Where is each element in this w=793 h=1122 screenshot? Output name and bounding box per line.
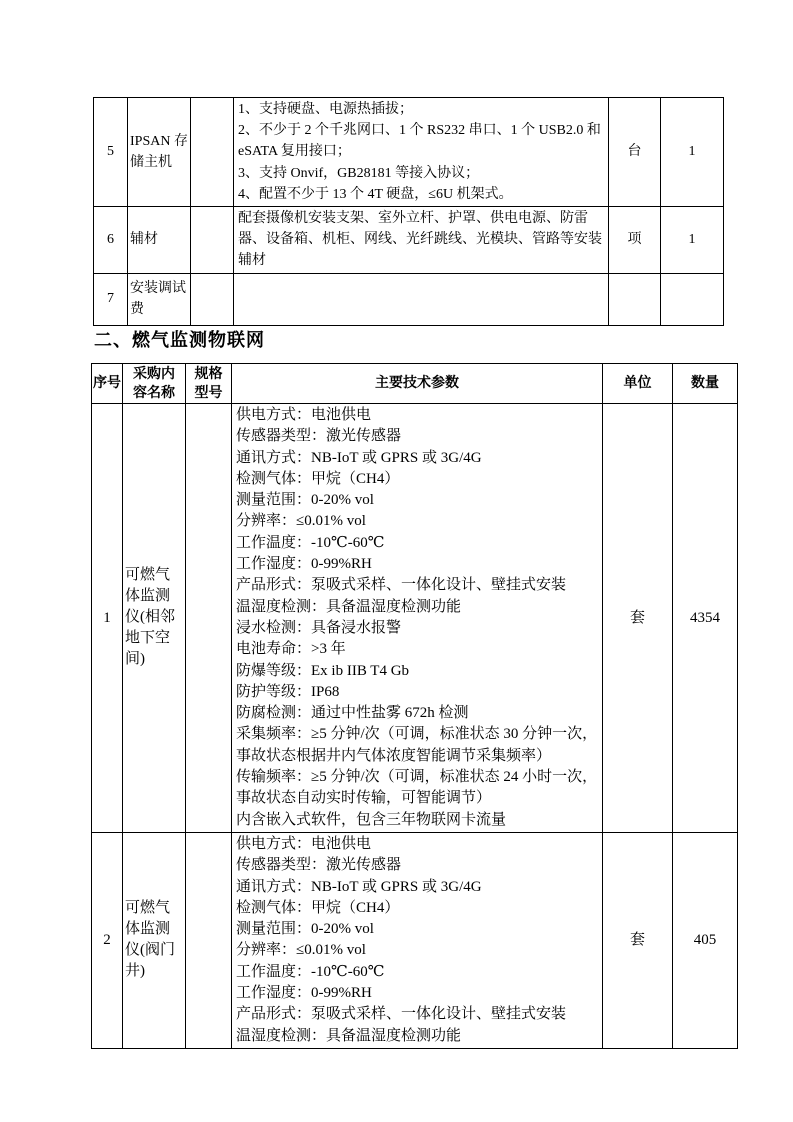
spec-line: 防腐检测：通过中性盐雾 672h 检测 [236, 705, 469, 722]
unit-cell: 项 [609, 207, 661, 274]
spec-line: 检测气体：甲烷（CH4） [236, 899, 400, 916]
spec-line: 传感器类型：激光传感器 [236, 857, 402, 874]
unit-cell: 套 [603, 404, 673, 833]
specs-cell [232, 404, 603, 833]
item-name-cell: 安装调试费 [128, 273, 191, 325]
row-number-cell: 5 [94, 98, 128, 207]
model-cell [186, 832, 232, 1048]
specs-cell [234, 207, 609, 274]
item-name-cell: 可燃气体监测仪(相邻地下空间) [123, 404, 186, 833]
column-header-specs: 主要技术参数 [232, 364, 603, 404]
model-cell [186, 404, 232, 833]
spec-line: 1、支持硬盘、电源热插拔； [238, 102, 413, 117]
item-name-cell: 辅材 [128, 207, 191, 274]
spec-line: 传输频率：≥5 分钟/次（可调，标准状态 24 小时一次，事故状态自动实时传输，可智能调节） [236, 769, 598, 807]
spec-line: 分辨率：≤0.01% vol [236, 942, 366, 959]
header-row [92, 364, 738, 404]
spec-line: 工作湿度：0-99%RH [236, 556, 372, 573]
table-row [94, 98, 724, 207]
unit-cell: 套 [603, 832, 673, 1048]
spec-line: 产品形式：泵吸式采样、一体化设计、壁挂式安装 [236, 1006, 567, 1023]
specs-cell [234, 273, 609, 325]
spec-line: 工作湿度：0-99%RH [236, 985, 372, 1002]
quantity-cell: 405 [673, 832, 738, 1048]
section-heading: 二、燃气监测物联网 [94, 330, 265, 350]
spec-line: 通讯方式：NB-IoT 或 GPRS 或 3G/4G [236, 878, 482, 895]
quantity-cell: 4354 [673, 404, 738, 833]
spec-line: 内含嵌入式软件，包含三年物联网卡流量 [236, 811, 507, 828]
spec-line: 测量范围：0-20% vol [236, 492, 374, 509]
spec-line: 测量范围：0-20% vol [236, 921, 374, 938]
row-number-cell: 6 [94, 207, 128, 274]
spec-line: 工作温度：-10℃-60℃ [236, 963, 385, 980]
spec-line: 通讯方式：NB-IoT 或 GPRS 或 3G/4G [236, 449, 482, 466]
spec-line: 传感器类型：激光传感器 [236, 428, 402, 445]
spec-line: 供电方式：电池供电 [236, 835, 372, 852]
item-name-cell: IPSAN 存储主机 [128, 98, 191, 207]
row-number-cell: 2 [92, 832, 123, 1048]
spec-line: 温湿度检测：具备温湿度检测功能 [236, 1027, 462, 1044]
table-row [94, 273, 724, 325]
table-row [92, 404, 738, 833]
spec-line: 浸水检测：具备浸水报警 [236, 619, 402, 636]
gas-monitoring-iot-table [91, 363, 738, 1049]
spec-line: 分辨率：≤0.01% vol [236, 513, 366, 530]
quantity-cell [661, 273, 724, 325]
quantity-cell: 1 [661, 207, 724, 274]
spec-line: 温湿度检测：具备温湿度检测功能 [236, 598, 462, 615]
spec-line: 防爆等级：Ex ib IIB T4 Gb [236, 662, 410, 679]
model-cell [191, 98, 234, 207]
table-row [94, 207, 724, 274]
column-header-model: 规格型号 [186, 364, 232, 404]
spec-line: 防护等级：IP68 [236, 683, 340, 700]
spec-line: 4、配置不少于 13 个 4T 硬盘，≤6U 机架式。 [238, 186, 513, 202]
specs-cell [232, 832, 603, 1048]
unit-cell: 台 [609, 98, 661, 207]
spec-line: 采集频率：≥5 分钟/次（可调，标准状态 30 分钟一次，事故状态根据井内气体浓度智能调节采集频率） [236, 726, 598, 764]
unit-cell [609, 273, 661, 325]
column-header-unit: 单位 [603, 364, 673, 404]
item-name-cell: 可燃气体监测仪(阀门井) [123, 832, 186, 1048]
row-number-cell: 1 [92, 404, 123, 833]
spec-line: 工作温度：-10℃-60℃ [236, 534, 385, 551]
column-header-name: 采购内容名称 [123, 364, 186, 404]
table-row [92, 832, 738, 1048]
spec-line: 供电方式：电池供电 [236, 407, 372, 423]
row-number-cell: 7 [94, 273, 128, 325]
equipment-table-continued [93, 97, 724, 326]
spec-line: 3、支持 Onvif，GB28181 等接入协议； [238, 165, 480, 181]
spec-line: 2、不少于 2 个千兆网口、1 个 RS232 串口、1 个 USB2.0 和 eSATA 复用接口； [238, 123, 601, 160]
column-header-qty: 数量 [673, 364, 738, 404]
column-header-no: 序号 [92, 364, 123, 404]
spec-line: 检测气体：甲烷（CH4） [236, 470, 400, 487]
quantity-cell: 1 [661, 98, 724, 207]
spec-line: 产品形式：泵吸式采样、一体化设计、壁挂式安装 [236, 577, 567, 594]
specs-cell [234, 98, 609, 207]
model-cell [191, 273, 234, 325]
spec-line: 配套摄像机安装支架、室外立杆、护罩、供电电源、防雷器、设备箱、机柜、网线、光纤跳线、光模块、管路等安装辅材 [238, 211, 602, 269]
spec-line: 电池寿命：>3 年 [236, 641, 346, 658]
model-cell [191, 207, 234, 274]
